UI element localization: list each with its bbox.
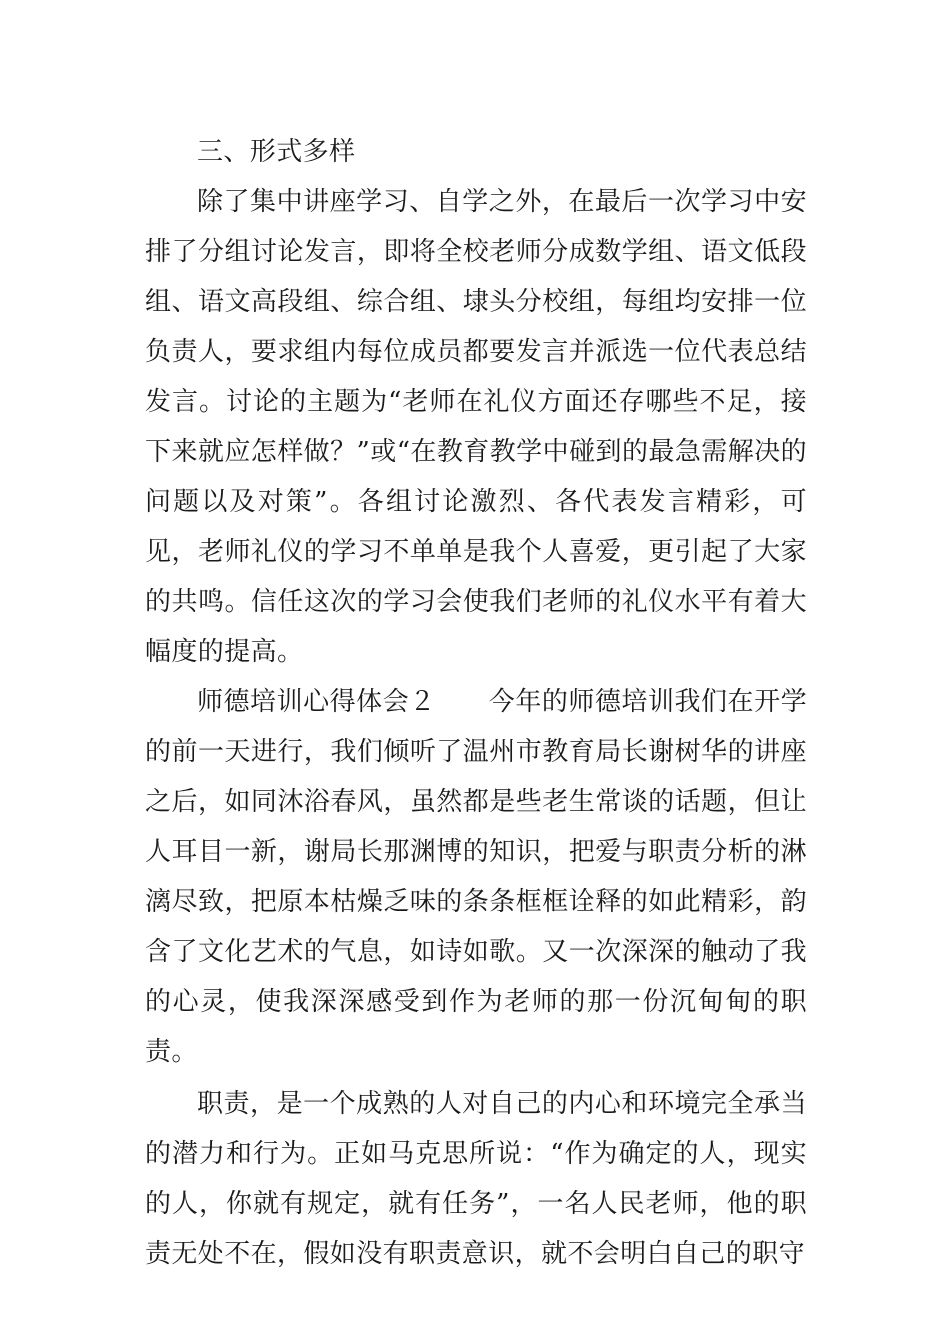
paragraph-group-discussion: 除了集中讲座学习、自学之外，在最后一次学习中安排了分组讨论发言，即将全校老师分成数学组、语文低段组、语文高段组、综合组、埭头分校组，每组均安排一位负责人，要求组内每位成员都要发言并派选一位代表总结发言。讨论的主题为“老师在礼仪方面还存哪些不足，接下来就应怎样做？”或“在教育教学中碰到的最急需解决的问题以及对策”。各组讨论激烈、各代表发言精彩，可见，老师礼仪的学习不单单是我个人喜爱，更引起了大家的共鸣。信任这次的学习会使我们老师的礼仪水平有着大幅度的提高。 bbox=[145, 187, 807, 667]
paragraph-responsibility: 职责，是一个成熟的人对自己的内心和环境完全承当的潜力和行为。正如马克思所说：“作为确定的人，现实的人，你就有规定，就有任务”，一名人民老师，他的职责无处不在，假如没有职责意识，就不会明白自己的职守 bbox=[145, 1089, 807, 1269]
document-body bbox=[145, 127, 807, 1279]
paragraph-training-reflection: 师德培训心得体会２ 今年的师德培训我们在开学的前一天进行，我们倾听了温州市教育局长谢树华的讲座之后，如同沐浴春风，虽然都是些老生常谈的话题，但让人耳目一新，谢局长那渊博的知识，把爱与职责分析的淋漓尽致，把原本枯燥乏味的条条框框诠释的如此精彩，韵含了文化艺术的气息，如诗如歌。又一次深深的触动了我的心灵，使我深深感受到作为老师的那一份沉甸甸的职责。 bbox=[145, 687, 807, 1067]
section-heading: 三、形式多样 bbox=[197, 137, 356, 167]
